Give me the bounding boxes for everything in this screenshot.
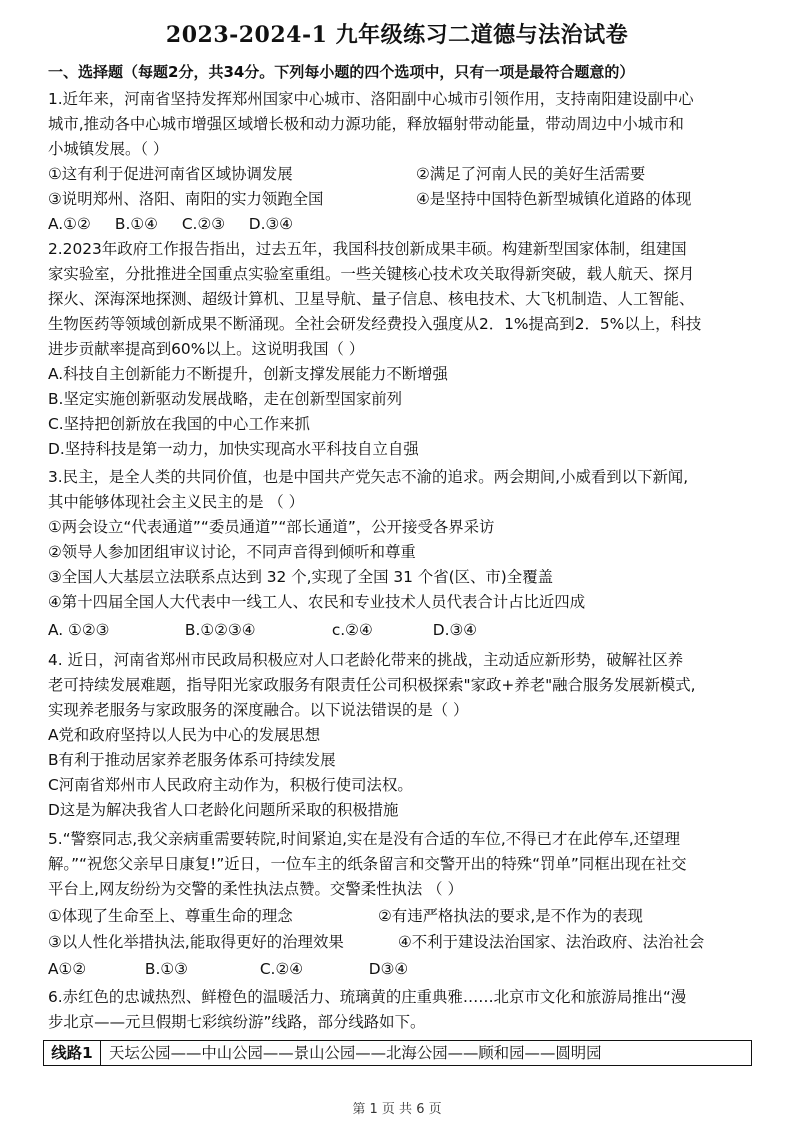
q5-option-3: ③以人性化举措执法,能取得更好的治理效果 <box>48 933 344 951</box>
q5-option-2: ②有违严格执法的要求,是不作为的表现 <box>378 907 643 925</box>
q1-option-4: ④是坚持中国特色新型城镇化道路的体现 <box>416 190 692 208</box>
q5-answer-d: D③④ <box>368 960 409 978</box>
q2-stem-line-3: 探火、深海深地探测、超级计算机、卫星导航、量子信息、核电技术、大飞机制造、人工智能、 <box>48 290 695 308</box>
q4-stem-line-1: 4. 近日，河南省郑州市民政局积极应对人口老龄化带来的挑战，主动适应新形势，破解社区养 <box>48 651 684 669</box>
q1-option-2: ②满足了河南人民的美好生活需要 <box>416 165 646 183</box>
q1-answer-d: D.③④ <box>248 215 294 233</box>
q1-stem-line-1: 1.近年来，河南省坚持发挥郑州国家中心城市、洛阳副中心城市引领作用，支持南阳建设副中心 <box>48 90 694 108</box>
q5-stem-line-2: 解。”“祝您父亲早日康复!”近日，一位车主的纸条留言和交警开出的特殊“罚单”同框出现在社交 <box>48 855 687 873</box>
q3-answer-b: B.①②③④ <box>184 621 256 639</box>
q3-statement-1: ①两会设立“代表通道”“委员通道”“部长通道”，公开接受各界采访 <box>48 518 495 536</box>
q1-answer-b: B.①④ <box>114 215 158 233</box>
q5-stem-line-3: 平台上,网友纷纷为交警的柔性执法点赞。交警柔性执法 （ ） <box>48 880 463 898</box>
q5-option-1: ①体现了生命至上、尊重生命的理念 <box>48 907 293 925</box>
q1-answer-c: C.②③ <box>181 215 226 233</box>
q2-option-b: B.坚定实施创新驱动发展战略，走在创新型国家前列 <box>48 390 403 408</box>
q1-stem-line-2: 城市,推动各中心城市增强区域增长极和动力源功能，释放辐射带动能量，带动周边中小城市和 <box>48 115 684 133</box>
q4-option-d: D这是为解决我省人口老龄化问题所采取的积极措施 <box>48 801 399 819</box>
q2-option-a: A.科技自主创新能力不断提升，创新支撑发展能力不断增强 <box>48 365 448 383</box>
q2-option-c: C.坚持把创新放在我国的中心工作来抓 <box>48 415 310 433</box>
q4-option-a: A党和政府坚持以人民为中心的发展思想 <box>48 726 321 744</box>
q3-statement-3: ③全国人大基层立法联系点达到 32 个,实现了全国 31 个省(区、市)全覆盖 <box>48 568 553 586</box>
q4-option-b: B有利于推动居家养老服务体系可持续发展 <box>48 751 336 769</box>
q4-option-c: C河南省郑州市人民政府主动作为，积极行使司法权。 <box>48 776 413 794</box>
q3-answer-d: D.③④ <box>432 621 478 639</box>
q2-stem-line-5: 进步贡献率提高到60%以上。这说明我国（ ） <box>48 340 365 358</box>
q5-answer-a: A①② <box>48 960 87 978</box>
q6-stem-line-2: 步北京——元旦假期七彩缤纷游”线路，部分线路如下。 <box>48 1013 426 1031</box>
q6-stem-line-1: 6.赤红色的忠诚热烈、鲜橙色的温暖活力、琉璃黄的庄重典雅……北京市文化和旅游局推出“漫 <box>48 988 687 1006</box>
q1-option-3: ③说明郑州、洛阳、南阳的实力领跑全国 <box>48 190 324 208</box>
q2-option-d: D.坚持科技是第一动力，加快实现高水平科技自立自强 <box>48 440 419 458</box>
q3-stem-line-2: 其中能够体现社会主义民主的是 （ ） <box>48 493 305 511</box>
q3-statement-2: ②领导人参加团组审议讨论，不同声音得到倾听和尊重 <box>48 543 416 561</box>
q2-stem-line-4: 生物医药等领域创新成果不断涌现。全社会研发经费投入强度从2．1%提高到2．5%以上，科技 <box>48 315 702 333</box>
q5-answer-b: B.①③ <box>144 960 188 978</box>
q2-stem-line-1: 2.2023年政府工作报告指出，过去五年，我国科技创新成果丰硕。构建新型国家体制，组建国 <box>48 240 687 258</box>
route-table <box>43 1040 752 1066</box>
q1-stem-line-3: 小城镇发展。（ ） <box>48 140 169 158</box>
route-value: 天坛公园——中山公园——景山公园——北海公园——顾和园——圆明园 <box>109 1044 602 1062</box>
q4-stem-line-2: 老可持续发展难题，指导阳光家政服务有限责任公司积极探索"家政+养老"融合服务发展新模式, <box>48 676 696 694</box>
page-title: 2023-2024-1 九年级练习二道德与法治试卷 <box>165 22 629 48</box>
q1-answers <box>48 214 311 234</box>
route-label: 线路1 <box>44 1041 101 1065</box>
q3-answer-a: A. ①②③ <box>48 621 110 639</box>
section-heading: 一、选择题（每题2分，共34分。下列每小题的四个选项中，只有一项是最符合题意的） <box>48 63 635 81</box>
q5-stem-line-1: 5.“警察同志,我父亲病重需要转院,时间紧迫,实在是没有合适的车位,不得已才在此停车,还望理 <box>48 830 680 848</box>
q3-answer-c: c.②④ <box>331 621 373 639</box>
q1-option-1: ①这有利于促进河南省区域协调发展 <box>48 165 293 183</box>
q3-statement-4: ④第十四届全国人大代表中一线工人、农民和专业技术人员代表合计占比近四成 <box>48 593 586 611</box>
q5-answers <box>48 959 449 979</box>
q5-answer-c: C.②④ <box>259 960 304 978</box>
q3-stem-line-1: 3.民主，是全人类的共同价值，也是中国共产党矢志不渝的追求。两会期间,小威看到以下新闻, <box>48 468 689 486</box>
page-footer: 第 1 页 共 6 页 <box>352 1102 442 1117</box>
q1-answer-a: A.①② <box>48 215 91 233</box>
q4-stem-line-3: 实现养老服务与家政服务的深度融合。以下说法错误的是（ ） <box>48 701 469 719</box>
q3-answers <box>48 620 513 640</box>
q5-option-4: ④不利于建设法治国家、法治政府、法治社会 <box>398 933 705 951</box>
q2-stem-line-2: 家实验室，分批推进全国重点实验室重组。一些关键核心技术攻关取得新突破，载人航天、探月 <box>48 265 695 283</box>
